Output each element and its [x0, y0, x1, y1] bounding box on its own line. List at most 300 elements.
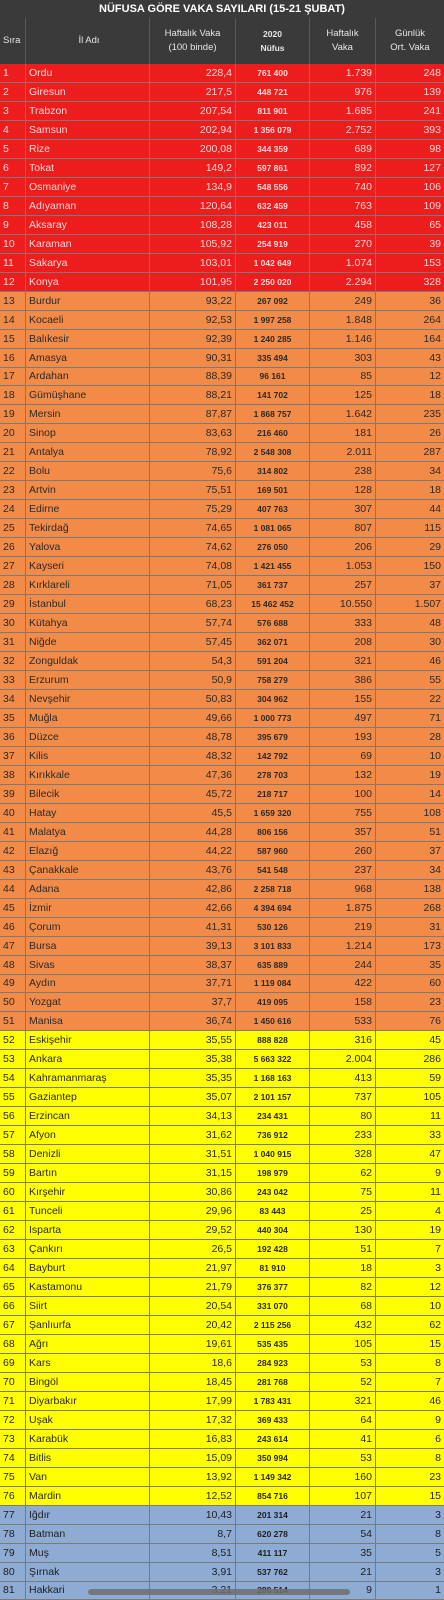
cell-daily-average: 46: [429, 655, 441, 668]
cell-province: Kırklareli: [26, 576, 150, 594]
cell-weekly-rate: 3,91: [150, 1563, 236, 1581]
cell-rank: 6: [0, 159, 26, 177]
cell-weekly-rate: 108,28: [150, 216, 236, 234]
table-row: [0, 1544, 444, 1563]
cell-weekly-rate: 21,79: [150, 1278, 236, 1296]
cell-population: 530 126: [236, 918, 310, 936]
table-row: [0, 424, 444, 443]
column-header-weekly-rate: Haftalık Vaka (100 binde): [150, 18, 236, 64]
cell-province: Artvin: [26, 481, 150, 499]
cell-daily-average: 26: [429, 427, 441, 440]
cell-population: 234 431: [236, 1107, 310, 1125]
cell-weekly-rate: 35,35: [150, 1069, 236, 1087]
cell-rank: 38: [0, 766, 26, 784]
cell-daily-average: 106: [423, 180, 441, 193]
cell-weekly-rate: 29,52: [150, 1221, 236, 1239]
cell-rank: 15: [0, 330, 26, 348]
cell-weekly-cases: 270: [310, 235, 376, 253]
cell-daily-average: 36: [429, 294, 441, 307]
cell-population: 1 356 079: [236, 121, 310, 139]
table-row: [0, 1202, 444, 1221]
cell-province: Kocaeli: [26, 311, 150, 329]
cell-rank: 11: [0, 254, 26, 272]
cell-weekly-cases: 689: [310, 140, 376, 158]
cell-population: 395 679: [236, 728, 310, 746]
cell-weekly-cases: 10.550: [310, 595, 376, 613]
cell-weekly-rate: 10,43: [150, 1506, 236, 1524]
cell-weekly-rate: 48,78: [150, 728, 236, 746]
cell-weekly-cases: 160: [310, 1468, 376, 1486]
cell-rank: 37: [0, 747, 26, 765]
cell-weekly-cases: 21: [310, 1563, 376, 1581]
cell-rank: 55: [0, 1088, 26, 1106]
cell-weekly-rate: 45,72: [150, 785, 236, 803]
cell-rank: 21: [0, 443, 26, 461]
cell-rank: 42: [0, 842, 26, 860]
cell-province: Konya: [26, 273, 150, 291]
cell-province: Çorum: [26, 918, 150, 936]
horizontal-scrollbar[interactable]: [88, 1589, 350, 1595]
cell-weekly-rate: 78,92: [150, 443, 236, 461]
cell-population: 1 040 915: [236, 1145, 310, 1163]
cell-daily-average: 35: [429, 958, 441, 971]
cell-weekly-rate: 37,71: [150, 975, 236, 993]
cell-weekly-cases: 328: [310, 1145, 376, 1163]
cell-population: 304 962: [236, 690, 310, 708]
cell-weekly-cases: 41: [310, 1430, 376, 1448]
cell-weekly-cases: 155: [310, 690, 376, 708]
cell-weekly-cases: 763: [310, 197, 376, 215]
table-row: [0, 1012, 444, 1031]
cell-daily-average: 29: [429, 541, 441, 554]
cell-population: 142 792: [236, 747, 310, 765]
cell-weekly-rate: 13,92: [150, 1468, 236, 1486]
cell-weekly-cases: 132: [310, 766, 376, 784]
cell-population: 1 421 455: [236, 557, 310, 575]
cell-weekly-cases: 52: [310, 1373, 376, 1391]
cell-province: Bartın: [26, 1164, 150, 1182]
cell-weekly-rate: 20,54: [150, 1297, 236, 1315]
cell-weekly-cases: 75: [310, 1183, 376, 1201]
column-header-rank: Sıra: [0, 18, 26, 64]
table-row: [0, 1069, 444, 1088]
cell-weekly-rate: 29,96: [150, 1202, 236, 1220]
cell-population: 597 861: [236, 159, 310, 177]
cell-daily-average: 3: [435, 1565, 441, 1578]
cell-daily-average: 8: [435, 1451, 441, 1464]
cell-weekly-cases: 755: [310, 804, 376, 822]
table-row: [0, 500, 444, 519]
table-row: [0, 1107, 444, 1126]
table-row: [0, 1563, 444, 1582]
cell-weekly-cases: 21: [310, 1506, 376, 1524]
cell-daily-average: 235: [423, 408, 441, 421]
cell-population: 1 240 285: [236, 330, 310, 348]
cell-daily-average: 9: [435, 1167, 441, 1180]
cell-population: 1 868 757: [236, 405, 310, 423]
table-title: NÜFUSA GÖRE VAKA SAYILARI (15-21 ŞUBAT): [0, 0, 444, 18]
table-row: [0, 1373, 444, 1392]
cell-population: 350 994: [236, 1449, 310, 1467]
cell-weekly-rate: 92,39: [150, 330, 236, 348]
cell-daily-average: 59: [429, 1072, 441, 1085]
cell-rank: 57: [0, 1126, 26, 1144]
cell-weekly-rate: 45,5: [150, 804, 236, 822]
cell-weekly-cases: 260: [310, 842, 376, 860]
cell-province: Eskişehir: [26, 1031, 150, 1049]
cell-weekly-cases: 976: [310, 83, 376, 101]
cell-daily-average: 12: [429, 1280, 441, 1293]
table-row: [0, 576, 444, 595]
cell-rank: 79: [0, 1544, 26, 1562]
cell-weekly-rate: 31,15: [150, 1164, 236, 1182]
table-row: [0, 804, 444, 823]
cell-weekly-rate: 47,36: [150, 766, 236, 784]
cell-daily-average: 48: [429, 617, 441, 630]
cell-rank: 66: [0, 1297, 26, 1315]
cell-weekly-rate: 74,62: [150, 538, 236, 556]
cell-province: Erzincan: [26, 1107, 150, 1125]
cell-population: 1 168 163: [236, 1069, 310, 1087]
table-row: [0, 1449, 444, 1468]
cell-province: Kütahya: [26, 614, 150, 632]
cell-weekly-rate: 19,61: [150, 1335, 236, 1353]
cell-province: Nevşehir: [26, 690, 150, 708]
table-row: [0, 1050, 444, 1069]
cell-population: 758 279: [236, 671, 310, 689]
table-row: [0, 443, 444, 462]
cell-daily-average: 18: [429, 484, 441, 497]
cell-weekly-cases: 85: [310, 368, 376, 386]
cell-province: Kırıkkale: [26, 766, 150, 784]
table-row: [0, 140, 444, 159]
cell-province: Hatay: [26, 804, 150, 822]
cell-daily-average: 8: [435, 1356, 441, 1369]
cell-weekly-rate: 54,3: [150, 652, 236, 670]
table-row: [0, 899, 444, 918]
cell-weekly-cases: 219: [310, 918, 376, 936]
cell-rank: 35: [0, 709, 26, 727]
cell-rank: 32: [0, 652, 26, 670]
cell-population: 218 717: [236, 785, 310, 803]
cell-weekly-cases: 125: [310, 386, 376, 404]
cell-rank: 33: [0, 671, 26, 689]
cell-population: 537 762: [236, 1563, 310, 1581]
cell-daily-average: 47: [429, 1148, 441, 1161]
cell-daily-average: 286: [423, 1053, 441, 1066]
table-row: [0, 1088, 444, 1107]
cell-population: 335 494: [236, 349, 310, 367]
cell-weekly-cases: 2.752: [310, 121, 376, 139]
table-row: [0, 652, 444, 671]
cell-population: 141 702: [236, 386, 310, 404]
cell-province: Erzurum: [26, 671, 150, 689]
cell-weekly-cases: 432: [310, 1316, 376, 1334]
cell-weekly-cases: 357: [310, 823, 376, 841]
cell-rank: 77: [0, 1506, 26, 1524]
cell-rank: 41: [0, 823, 26, 841]
cell-province: Mardin: [26, 1487, 150, 1505]
cell-province: Kırşehir: [26, 1183, 150, 1201]
cell-daily-average: 19: [429, 1224, 441, 1237]
cell-population: 243 042: [236, 1183, 310, 1201]
cell-rank: 53: [0, 1050, 26, 1068]
cell-rank: 5: [0, 140, 26, 158]
table-row: [0, 1411, 444, 1430]
cell-weekly-rate: 74,65: [150, 519, 236, 537]
cell-population: 267 092: [236, 292, 310, 310]
cell-rank: 81: [0, 1582, 26, 1600]
cell-population: 314 802: [236, 462, 310, 480]
cell-daily-average: 127: [423, 161, 441, 174]
cell-daily-average: 12: [429, 370, 441, 383]
cell-daily-average: 287: [423, 446, 441, 459]
cell-population: 198 979: [236, 1164, 310, 1182]
cell-rank: 28: [0, 576, 26, 594]
cell-rank: 49: [0, 975, 26, 993]
cell-population: 2 250 020: [236, 273, 310, 291]
cell-weekly-rate: 228,4: [150, 64, 236, 82]
column-header-population: 2020 Nüfus: [236, 18, 310, 64]
table-row: [0, 728, 444, 747]
cell-rank: 51: [0, 1012, 26, 1030]
cell-rank: 10: [0, 235, 26, 253]
cell-rank: 8: [0, 197, 26, 215]
table-row: [0, 330, 444, 349]
cell-rank: 36: [0, 728, 26, 746]
cell-daily-average: 115: [424, 522, 441, 535]
cell-rank: 3: [0, 102, 26, 120]
cell-rank: 60: [0, 1183, 26, 1201]
cell-daily-average: 7: [435, 1375, 441, 1388]
cell-weekly-rate: 93,22: [150, 292, 236, 310]
table-row: [0, 1468, 444, 1487]
cell-population: 5 663 322: [236, 1050, 310, 1068]
cell-weekly-cases: 249: [310, 292, 376, 310]
cell-rank: 71: [0, 1392, 26, 1410]
cell-population: 811 901: [236, 102, 310, 120]
cell-rank: 19: [0, 405, 26, 423]
cell-population: 2 548 308: [236, 443, 310, 461]
cell-population: 1 149 342: [236, 1468, 310, 1486]
cell-weekly-rate: 15,09: [150, 1449, 236, 1467]
cell-weekly-cases: 422: [310, 975, 376, 993]
cell-weekly-cases: 740: [310, 178, 376, 196]
cell-province: Afyon: [26, 1126, 150, 1144]
cell-population: 284 923: [236, 1354, 310, 1372]
cell-province: Karaman: [26, 235, 150, 253]
cell-daily-average: 55: [429, 673, 441, 686]
cell-rank: 27: [0, 557, 26, 575]
cell-weekly-cases: 51: [310, 1240, 376, 1258]
cell-weekly-cases: 1.214: [310, 937, 376, 955]
cell-daily-average: 33: [429, 1129, 441, 1142]
cell-weekly-rate: 75,6: [150, 462, 236, 480]
cell-rank: 65: [0, 1278, 26, 1296]
cell-weekly-rate: 75,51: [150, 481, 236, 499]
cell-weekly-rate: 34,13: [150, 1107, 236, 1125]
cell-weekly-rate: 87,87: [150, 405, 236, 423]
cell-population: 1 119 084: [236, 975, 310, 993]
cell-weekly-rate: 74,08: [150, 557, 236, 575]
cell-province: Kahramanmaraş: [26, 1069, 150, 1087]
cell-rank: 63: [0, 1240, 26, 1258]
cell-population: 419 095: [236, 993, 310, 1011]
cell-rank: 31: [0, 633, 26, 651]
cell-daily-average: 31: [429, 920, 441, 933]
table-row: [0, 975, 444, 994]
cell-weekly-cases: 968: [310, 880, 376, 898]
cell-weekly-cases: 892: [310, 159, 376, 177]
cell-weekly-rate: 31,51: [150, 1145, 236, 1163]
cell-population: 448 721: [236, 83, 310, 101]
cell-weekly-cases: 237: [310, 861, 376, 879]
table-row: [0, 956, 444, 975]
table-row: [0, 690, 444, 709]
cell-province: Manisa: [26, 1012, 150, 1030]
cell-population: 548 556: [236, 178, 310, 196]
cell-daily-average: 11: [430, 1110, 441, 1123]
table-row: [0, 633, 444, 652]
cell-province: Ağrı: [26, 1335, 150, 1353]
cell-population: 587 960: [236, 842, 310, 860]
cell-daily-average: 1: [435, 1584, 441, 1597]
cell-weekly-cases: 497: [310, 709, 376, 727]
cell-weekly-rate: 37,7: [150, 993, 236, 1011]
cell-rank: 72: [0, 1411, 26, 1429]
cell-rank: 4: [0, 121, 26, 139]
cell-province: Uşak: [26, 1411, 150, 1429]
cell-daily-average: 10: [429, 749, 441, 762]
table-row: [0, 993, 444, 1012]
cell-weekly-rate: 149,2: [150, 159, 236, 177]
cell-province: Kilis: [26, 747, 150, 765]
table-row: [0, 462, 444, 481]
cell-population: 2 258 718: [236, 880, 310, 898]
cell-weekly-rate: 42,86: [150, 880, 236, 898]
cell-province: Hakkari: [26, 1582, 150, 1600]
cell-weekly-rate: 44,22: [150, 842, 236, 860]
cell-weekly-rate: 39,13: [150, 937, 236, 955]
cell-province: İstanbul: [26, 595, 150, 613]
cell-province: Ankara: [26, 1050, 150, 1068]
cell-weekly-rate: 44,28: [150, 823, 236, 841]
column-header-weekly-cases: Haftalık Vaka: [310, 18, 376, 64]
cell-province: Muş: [26, 1544, 150, 1562]
cell-daily-average: 14: [429, 787, 441, 800]
cell-population: 620 278: [236, 1525, 310, 1543]
cell-rank: 9: [0, 216, 26, 234]
cell-weekly-cases: 64: [310, 1411, 376, 1429]
cell-daily-average: 23: [429, 996, 441, 1009]
table-row: [0, 1316, 444, 1335]
cell-weekly-cases: 307: [310, 500, 376, 518]
cell-population: 854 716: [236, 1487, 310, 1505]
cell-weekly-cases: 206: [310, 538, 376, 556]
cell-daily-average: 34: [429, 465, 441, 478]
cell-daily-average: 62: [429, 1318, 441, 1331]
cell-population: 1 042 649: [236, 254, 310, 272]
cell-population: 440 304: [236, 1221, 310, 1239]
cell-population: 1 783 431: [236, 1392, 310, 1410]
cell-rank: 20: [0, 424, 26, 442]
cell-rank: 69: [0, 1354, 26, 1372]
table-row: [0, 671, 444, 690]
cell-daily-average: 173: [423, 939, 441, 952]
cell-province: Bitlis: [26, 1449, 150, 1467]
cell-daily-average: 5: [435, 1546, 441, 1559]
cell-weekly-cases: 130: [310, 1221, 376, 1239]
cell-weekly-cases: 1.875: [310, 899, 376, 917]
cell-population: 4 394 694: [236, 899, 310, 917]
cell-weekly-rate: 20,42: [150, 1316, 236, 1334]
cell-population: 331 070: [236, 1297, 310, 1315]
cell-population: 344 359: [236, 140, 310, 158]
cell-daily-average: 71: [429, 711, 441, 724]
cell-weekly-cases: 807: [310, 519, 376, 537]
cell-rank: 46: [0, 918, 26, 936]
cell-weekly-cases: 1.685: [310, 102, 376, 120]
cell-weekly-rate: 16,83: [150, 1430, 236, 1448]
cell-rank: 44: [0, 880, 26, 898]
cell-population: 361 737: [236, 576, 310, 594]
cell-rank: 16: [0, 349, 26, 367]
cell-rank: 22: [0, 462, 26, 480]
cell-weekly-cases: 105: [310, 1335, 376, 1353]
cell-weekly-cases: 303: [310, 349, 376, 367]
cell-daily-average: 108: [423, 806, 441, 819]
cell-rank: 59: [0, 1164, 26, 1182]
cell-population: 83 443: [236, 1202, 310, 1220]
cell-weekly-rate: 120,64: [150, 197, 236, 215]
cell-rank: 56: [0, 1107, 26, 1125]
table-row: [0, 386, 444, 405]
cell-province: Bolu: [26, 462, 150, 480]
cell-province: Yozgat: [26, 993, 150, 1011]
table-row: [0, 1240, 444, 1259]
table-row: [0, 64, 444, 83]
cell-weekly-cases: 458: [310, 216, 376, 234]
cell-daily-average: 19: [429, 768, 441, 781]
cell-province: Bursa: [26, 937, 150, 955]
cell-rank: 14: [0, 311, 26, 329]
cell-weekly-rate: 83,63: [150, 424, 236, 442]
cell-province: Iğdır: [26, 1506, 150, 1524]
cell-population: 535 435: [236, 1335, 310, 1353]
cell-daily-average: 138: [423, 882, 441, 895]
cell-population: 169 501: [236, 481, 310, 499]
table-row: [0, 823, 444, 842]
cell-population: 736 912: [236, 1126, 310, 1144]
table-row: [0, 1297, 444, 1316]
table-row: [0, 709, 444, 728]
table-row: [0, 557, 444, 576]
cell-population: 761 400: [236, 64, 310, 82]
cell-weekly-cases: 321: [310, 652, 376, 670]
cell-weekly-cases: 316: [310, 1031, 376, 1049]
cell-weekly-cases: 737: [310, 1088, 376, 1106]
cell-province: Düzce: [26, 728, 150, 746]
cell-population: 81 910: [236, 1259, 310, 1277]
cell-weekly-cases: 82: [310, 1278, 376, 1296]
cell-daily-average: 15: [429, 1337, 441, 1350]
cell-weekly-rate: 35,07: [150, 1088, 236, 1106]
cell-weekly-rate: 88,39: [150, 368, 236, 386]
table-row: [0, 918, 444, 937]
cell-weekly-cases: 53: [310, 1354, 376, 1372]
cell-province: Kastamonu: [26, 1278, 150, 1296]
cell-rank: 54: [0, 1069, 26, 1087]
